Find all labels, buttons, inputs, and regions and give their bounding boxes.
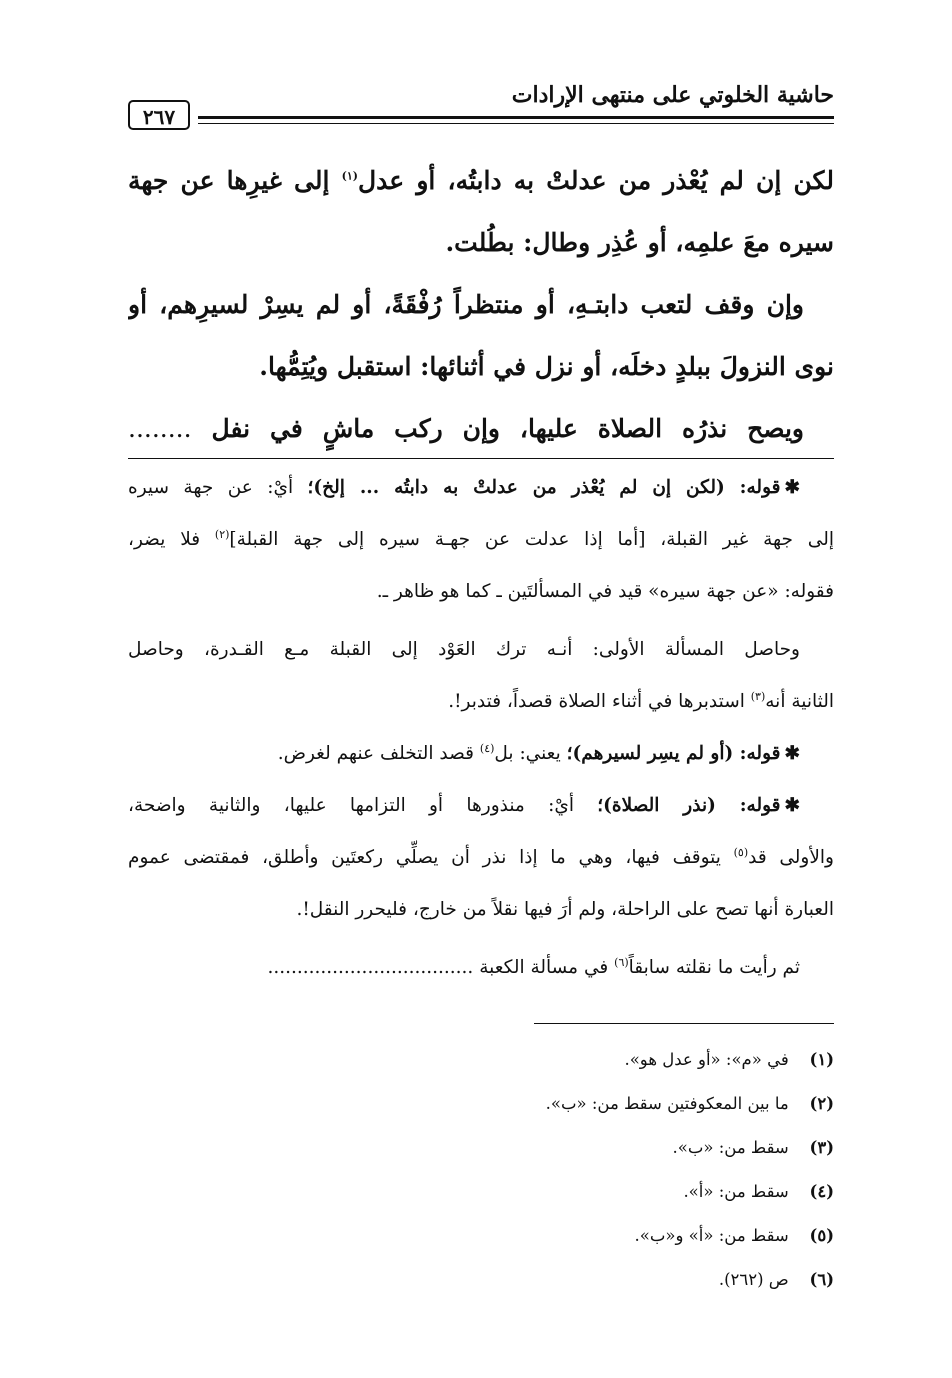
matn-line	[128, 150, 834, 212]
footnotes-block	[128, 1038, 834, 1302]
commentary-line: وحاصل المسألة الأولى: أنـه ترك العَوْد إلى القبلة مـع القـدرة، وحاصل	[128, 639, 800, 660]
header-rule-thin	[198, 123, 834, 124]
matn-text: لكن إن لم يُعْذر من عدلتْ به دابتُه، أو عدل	[357, 166, 834, 195]
footnote-text: سقط من: «أ».	[683, 1182, 789, 1201]
footnote-text: سقط من: «أ» و«ب».	[634, 1226, 789, 1245]
matn-block	[128, 150, 834, 460]
footnote-marker[interactable]: (٤)	[479, 741, 495, 755]
matn-line	[128, 398, 834, 460]
commentary-line: العبارة أنها تصح على الراحلة، ولم أرَ فيها نقلاً من خارج، فليحرر النقل!.	[296, 899, 834, 920]
footnote-number: (٤)	[809, 1182, 834, 1201]
footnote-text: ص (٢٦٢).	[718, 1270, 789, 1289]
matn-separator	[128, 458, 834, 459]
footnote	[128, 1214, 834, 1258]
commentary-text: ثم رأيت ما نقلته سابقاً	[628, 957, 800, 978]
footnote	[128, 1038, 834, 1082]
commentary-heading: قوله: (لكن إن لم يُعْذر من عدلتْ به دابتُه ... إلخ)؛	[307, 477, 781, 498]
asterisk-icon: ✱	[784, 743, 800, 764]
commentary-text: أيْ: عن جهة سيره	[128, 477, 294, 498]
header-rule	[198, 116, 834, 119]
footnote-number: (٢)	[809, 1094, 834, 1113]
commentary-text: في مسألة الكعبة	[479, 957, 609, 978]
commentary-text: الثانية أنه	[765, 691, 834, 712]
footnote-marker[interactable]: (٦)	[614, 955, 629, 969]
commentary-text: يعني: بل	[494, 743, 561, 764]
commentary-line	[128, 942, 834, 994]
footnote-text: ما بين المعكوفتين سقط من: «ب».	[545, 1094, 789, 1113]
matn-line: سيره معَ علمِه، أو عُذِر وطال: بطُلت.	[445, 228, 834, 257]
commentary-text: استدبرها في أثناء الصلاة قصداً، فتدبر!.	[448, 691, 745, 712]
asterisk-icon: ✱	[784, 477, 800, 498]
footnote-marker[interactable]: (١)	[341, 169, 358, 183]
footnote-text: سقط من: «ب».	[672, 1138, 789, 1157]
footnote-separator	[534, 1023, 834, 1024]
commentary-line	[128, 728, 834, 780]
commentary-line: فقوله: «عن جهة سيره» قيد في المسألتَين ـ كما هو ظاهر ـ.	[376, 581, 834, 602]
footnote	[128, 1126, 834, 1170]
leader-dots: ...................................	[267, 957, 474, 978]
commentary-text: والأولى قد	[748, 847, 834, 868]
footnote	[128, 1258, 834, 1302]
commentary-block	[128, 462, 834, 994]
commentary-line	[128, 462, 834, 514]
commentary-text: يتوقف فيها، وهي ما إذا نذر أن يصلِّي ركعتَين وأطلق، فمقتضى عموم	[128, 847, 721, 868]
commentary-heading: قوله: (أو لم يسِر لسيرهم)؛	[566, 743, 781, 764]
commentary-text: فلا يضر،	[128, 529, 201, 550]
commentary-heading: قوله: (نذر الصلاة)؛	[597, 795, 781, 816]
footnote-number: (٦)	[809, 1270, 834, 1289]
page-number: ٢٦٧	[128, 100, 190, 130]
footnote-marker[interactable]: (٥)	[733, 845, 749, 859]
matn-text: إلى غيرِها عن جهة	[128, 166, 330, 195]
footnote-number: (٣)	[809, 1138, 834, 1157]
commentary-text: أيْ: منذورها أو التزامها عليها، والثانية واضحة،	[128, 795, 574, 816]
commentary-text: قصد التخلف عنهم لغرض.	[277, 743, 474, 764]
asterisk-icon: ✱	[784, 795, 800, 816]
footnote	[128, 1170, 834, 1214]
commentary-line	[128, 514, 834, 566]
footnote-marker[interactable]: (٣)	[750, 689, 766, 703]
leader-dots: ........	[128, 414, 192, 443]
footnote-text: في «م»: «أو عدل هو».	[624, 1050, 789, 1069]
footnote	[128, 1082, 834, 1126]
commentary-line	[128, 832, 834, 884]
running-title: حاشية الخلوتي على منتهى الإرادات	[511, 82, 834, 108]
footnote-number: (١)	[809, 1050, 834, 1069]
commentary-text: إلى جهة غير القبلة، [أما إذا عدلت عن جهـة سيره إلى جهة القبلة]	[229, 529, 834, 550]
commentary-line	[128, 676, 834, 728]
footnote-marker[interactable]: (٢)	[214, 527, 230, 541]
matn-line: وإن وقف لتعب دابتـهِ، أو منتظراً رُفْقَةً، أو لم يسِرْ لسيرِهم، أو	[128, 290, 804, 319]
matn-text: ويصح نذرُه الصلاة عليها، وإن ركب ماشٍ في نفل	[211, 414, 804, 443]
matn-line: نوى النزولَ ببلدٍ دخلَه، أو نزل في أثنائها: استقبل ويُتِمُّها.	[259, 352, 834, 381]
footnote-number: (٥)	[809, 1226, 834, 1245]
commentary-line	[128, 780, 834, 832]
